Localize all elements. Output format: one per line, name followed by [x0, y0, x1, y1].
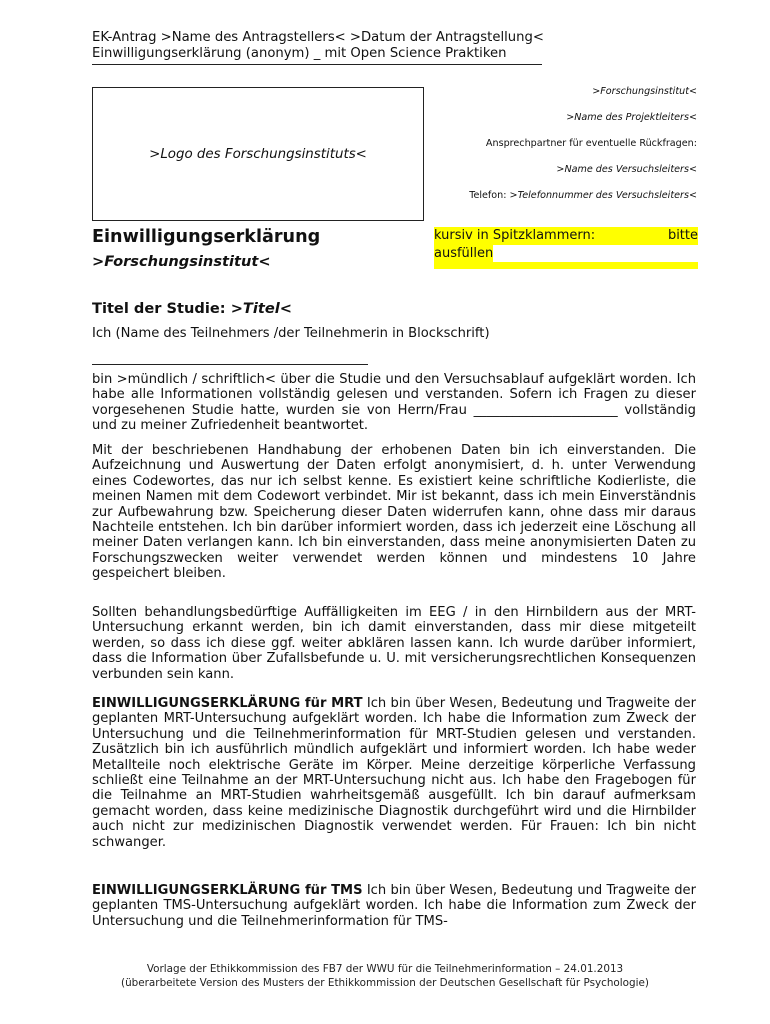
- paragraph-tms-consent: [92, 883, 696, 929]
- study-title-label: Titel der Studie:: [92, 300, 231, 317]
- logo-placeholder-box: [92, 87, 424, 221]
- paragraph-data-handling: [92, 443, 696, 582]
- experimenter-name: >Name des Versuchsleiters<: [556, 164, 697, 175]
- mrt-consent-heading: EINWILLIGUNGSERKLÄRUNG für MRT: [92, 696, 363, 711]
- page-header: [92, 30, 544, 62]
- paragraph-mrt-consent: [92, 696, 696, 850]
- header-line-2: Einwilligungserklärung (anonym) _ mit Open Science Praktiken: [92, 46, 507, 61]
- contact-label: Ansprechpartner für eventuelle Rückfragen:: [485, 138, 697, 149]
- footer-line-2: (überarbeitete Version des Musters der Ethikkommission der Deutschen Gesellschaft für Psychologie): [121, 976, 649, 989]
- note-line-2: ausfüllen: [434, 245, 494, 261]
- phone-label: Telefon:: [469, 190, 510, 201]
- participant-name-label: Ich (Name des Teilnehmers /der Teilnehmerin in Blockschrift): [92, 326, 490, 341]
- mrt-consent-text: Ich bin über Wesen, Bedeutung und Tragweite der geplanten MRT-Untersuchung aufgeklärt worden. Ich habe die Information zum Zweck der Untersuchung und die Teilnehmerinformation für MRT-Studien gelesen und verstanden. Zusätzlich bin ich ausführlich mündlich aufgeklärt und informiert worden. Ich habe weder Metallteile noch elektrische Geräte im Körper. Meine derzeitige körperliche Verfassung schließt eine Teilnahme an der MRT-Untersuchung nicht aus. Ich habe den Fragebogen für die Teilnahme an MRT-Studien wahrheitsgemäß ausgefüllt. Ich bin darauf aufmerksam gemacht worden, dass keine medizinische Diagnostik durchgeführt wird und die Hirnbilder auch nicht zur medizinischen Diagnostik verwendet werden. Für Frauen: Ich bin nicht schwanger.: [92, 696, 696, 850]
- paragraph-incidental-findings-text: Sollten behandlungsbedürftige Auffälligkeiten im EEG / in den Hirnbildern aus der MRT-Untersuchung erkannt werden, bin ich damit einverstanden, dass mir diese mitgeteilt werden, so dass ich diese ggf. weiter abklären lassen kann. Ich wurde darüber informiert, dass die Information über Zufallsbefunde u. U. mit versicherungsrechtlichen Konsequenzen verbunden sein kann.: [92, 605, 696, 682]
- project-leader-name: >Name des Projektleiters<: [566, 112, 697, 123]
- paragraph-data-handling-text: Mit der beschriebenen Handhabung der erhobenen Daten bin ich einverstanden. Die Aufzeichnung und Auswertung der Daten erfolgt anonymisiert, d. h. unter Verwendung eines Codewortes, das nur ich selbst kenne. Es existiert keine schriftliche Kodierliste, die meinen Namen mit dem Codewort verbindet. Mir ist bekannt, dass ich mein Einverständnis zur Aufbewahrung bzw. Speicherung dieser Daten widerrufen kann, ohne dass mir daraus Nachteile entstehen. Ich bin darüber informiert worden, dass ich jederzeit eine Löschung all meiner Daten verlangen kann. Ich bin einverstanden, dass meine anonymisierten Daten zu Forschungszwecken weiter verwendet werden können und mindestens 10 Jahre gespeichert bleiben.: [92, 443, 696, 582]
- contact-info-block: [397, 85, 697, 215]
- note-line-1: [434, 227, 698, 245]
- phone-value: >Telefonnummer des Versuchsleiters<: [509, 190, 697, 201]
- paragraph-informed-text: bin >mündlich / schriftlich< über die Studie und den Versuchsablauf aufgeklärt worden. Ich habe alle Informationen vollständig gelesen und verstanden. Sofern ich Fragen zu dieser vorgesehenen Studie hatte, wurden sie von Herrn/Frau ______________________ vollständig und zu meiner Zufriedenheit beantwortet.: [92, 372, 696, 434]
- header-line-1: EK-Antrag >Name des Antragstellers< >Datum der Antragstellung<: [92, 30, 544, 45]
- fill-in-note: [434, 227, 698, 269]
- note-word-1: kursiv in Spitzklammern:: [434, 228, 596, 243]
- institute-name: >Forschungsinstitut<: [592, 86, 697, 97]
- header-rule: [92, 64, 542, 65]
- tms-consent-text: Ich bin über Wesen, Bedeutung und Tragweite der geplanten TMS-Untersuchung aufgeklärt worden. Ich habe die Information zum Zweck der Untersuchung und die Teilnehmerinformation für TMS-: [92, 883, 696, 929]
- logo-placeholder-text: >Logo des Forschungsinstituts<: [149, 146, 367, 162]
- page-footer: [0, 963, 770, 990]
- participant-name-blank-line: [92, 364, 368, 365]
- note-line-3-clipped: [434, 262, 698, 269]
- tms-consent-heading: EINWILLIGUNGSERKLÄRUNG für TMS: [92, 883, 363, 898]
- document-title: Einwilligungserklärung: [92, 227, 321, 247]
- participant-name-prompt: [92, 326, 696, 341]
- footer-line-1: Vorlage der Ethikkommission des FB7 der WWU für die Teilnehmerinformation – 24.01.2013: [146, 963, 624, 975]
- paragraph-informed: [92, 372, 696, 434]
- document-subtitle: >Forschungsinstitut<: [92, 253, 271, 270]
- study-title-value: >Titel<: [230, 300, 292, 317]
- study-title: [92, 300, 292, 317]
- phone-line: [397, 189, 697, 215]
- note-word-2: bitte: [667, 228, 698, 243]
- paragraph-incidental-findings: [92, 605, 696, 682]
